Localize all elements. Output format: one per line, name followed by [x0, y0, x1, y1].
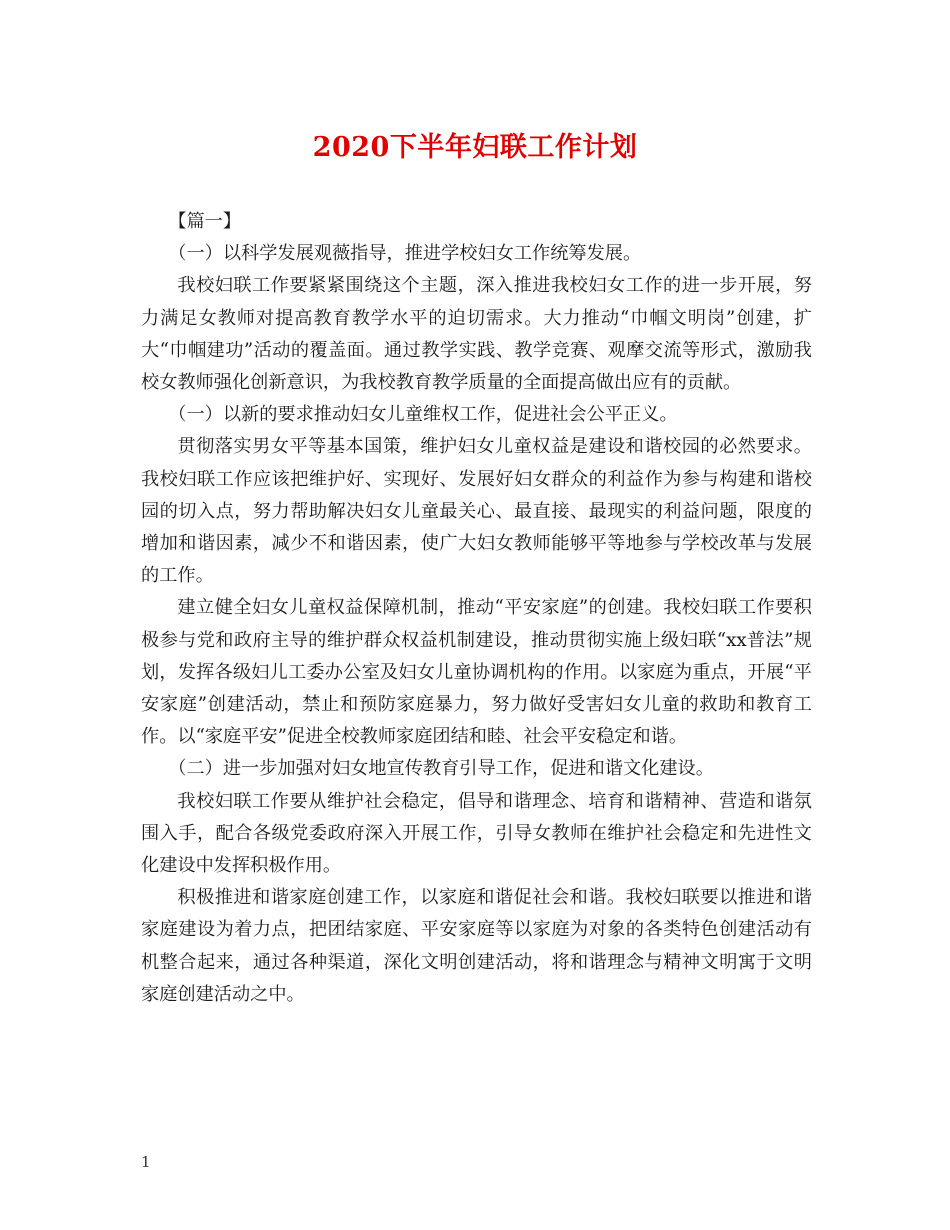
paragraph-2: 贯彻落实男女平等基本国策，维护妇女儿童权益是建设和谐校园的必然要求。我校妇联工作应该把维护好、实现好、发展好妇女群众的利益作为参与构建和谐校园的切入点，努力帮助解决妇女儿童最关心、最直接、最现实的利益问题，限度的增加和谐因素，减少不和谐因素，使广大妇女教师能够平等地参与学校改革与发展的工作。 [141, 436, 812, 587]
document-body [141, 206, 812, 1011]
section-heading-2: （一）以新的要求推动妇女儿童维权工作，促进社会公平正义。 [168, 404, 678, 426]
document-title: 2020下半年妇联工作计划 [312, 132, 638, 163]
page-number: 1 [141, 1153, 151, 1171]
paragraph-4: 我校妇联工作要从维护社会稳定，倡导和谐理念、培育和谐精神、营造和谐氛围入手，配合各级党委政府深入开展工作，引导女教师在维护社会稳定和先进性文化建设中发挥积极作用。 [141, 790, 812, 877]
section-heading-3: （二）进一步加强对妇女地宣传教育引导工作，促进和谐文化建设。 [168, 758, 714, 780]
paragraph-5: 积极推进和谐家庭创建工作，以家庭和谐促社会和谐。我校妇联要以推进和谐家庭建设为着力点，把团结家庭、平安家庭等以家庭为对象的各类特色创建活动有机整合起来，通过各种渠道，深化文明创建活动，将和谐理念与精神文明寓于文明家庭创建活动之中。 [141, 887, 812, 1005]
section-heading-1: （一）以科学发展观薇指导，推进学校妇女工作统筹发展。 [168, 243, 642, 265]
section-mark: 【篇一】 [168, 211, 242, 232]
paragraph-3: 建立健全妇女儿童权益保障机制，推动“平安家庭”的创建。我校妇联工作要积极参与党和政府主导的维护群众权益机制建设，推动贯彻实施上级妇联“xx普法”规划，发挥各级妇儿工委办公室及妇女儿童协调机构的作用。以家庭为重点，开展“平安家庭”创建活动，禁止和预防家庭暴力，努力做好受害妇女儿童的救助和教育工作。以“家庭平安”促进全校教师家庭团结和睦、社会平安稳定和谐。 [141, 597, 812, 748]
paragraph-1: 我校妇联工作要紧紧围绕这个主题，深入推进我校妇女工作的进一步开展，努力满足女教师对提高教育教学水平的迫切需求。大力推动“巾帼文明岗”创建，扩大“巾帼建功”活动的覆盖面。通过教学实践、教学竞赛、观摩交流等形式，激励我校女教师强化创新意识，为我校教育教学质量的全面提高做出应有的贡献。 [141, 275, 812, 394]
